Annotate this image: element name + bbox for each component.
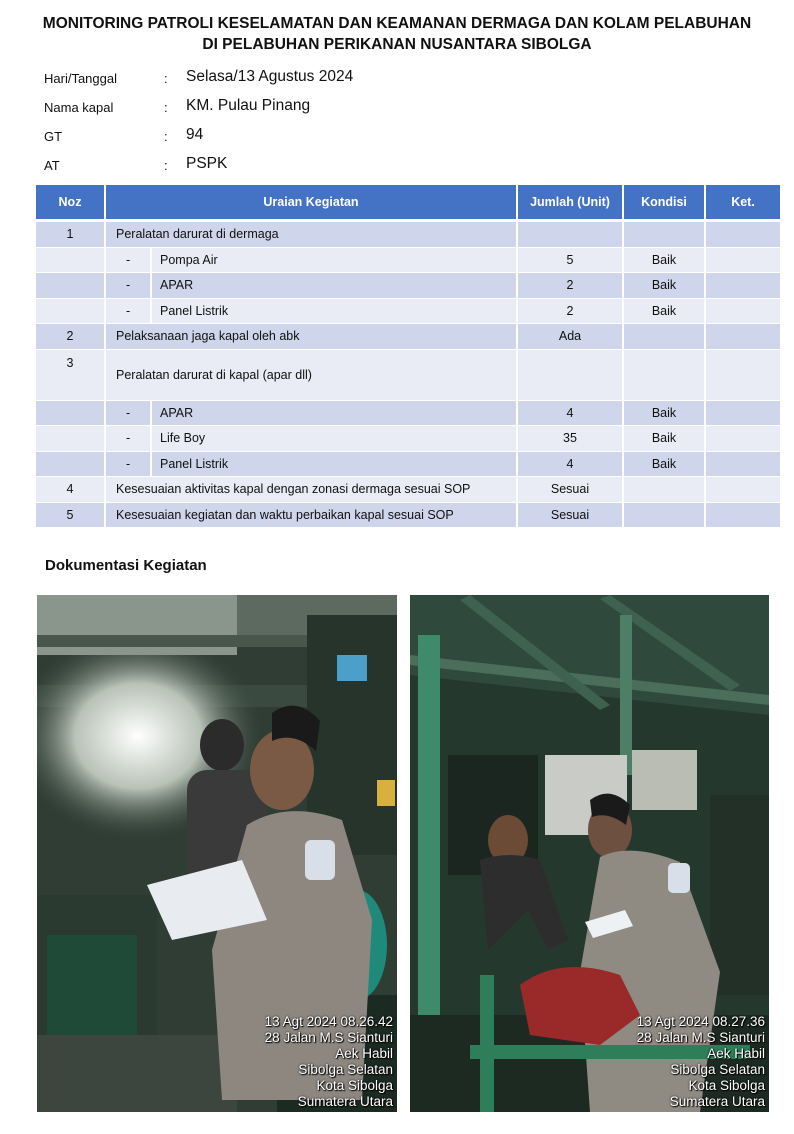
row-dash: - [126,278,131,292]
table-row [36,324,780,350]
stamp-line: Sumatera Utara [297,1094,393,1109]
row-item: Life Boy [150,426,205,451]
stamp-line: Sibolga Selatan [670,1062,765,1077]
documentation-photo-1 [37,595,397,1112]
row-subitem-cell [106,401,518,427]
title-line-2: DI PELABUHAN PERIKANAN NUSANTARA SIBOLGA [202,36,592,53]
table-row [36,401,780,427]
meta-row-at [44,153,444,182]
documentation-heading: Dokumentasi Kegiatan [45,557,207,574]
row-quantity: 4 [518,401,624,427]
table-row [36,477,780,503]
stamp-line: 13 Agt 2024 08.26.42 [264,1014,393,1029]
header-notes: Ket. [706,185,780,222]
row-dash: - [126,431,131,445]
row-condition [624,477,706,503]
stamp-line: 28 Jalan M.S Sianturi [264,1030,393,1045]
table-header-row [36,185,780,222]
meta-value: 94 [186,126,204,143]
row-quantity: 4 [518,452,624,478]
meta-value: PSPK [186,155,228,172]
table-row [36,503,780,529]
row-condition: Baik [624,248,706,274]
row-quantity: 2 [518,299,624,325]
row-no [36,248,106,274]
row-no: 5 [36,503,106,529]
stamp-line: Kota Sibolga [316,1078,393,1093]
row-no: 4 [36,477,106,503]
row-quantity: Ada [518,324,624,350]
row-subitem-cell [106,248,518,274]
row-notes [706,452,780,478]
row-notes [706,401,780,427]
row-condition [624,324,706,350]
row-dash: - [126,252,131,267]
meta-value: Selasa/13 Agustus 2024 [186,68,354,85]
row-subitem-cell [106,299,518,325]
row-subitem-cell [106,273,518,299]
row-condition [624,503,706,529]
row-item: Pelaksanaan jaga kapal oleh abk [106,324,518,350]
row-no [36,401,106,427]
row-no [36,426,106,452]
meta-colon: : [164,100,168,115]
row-condition [624,222,706,248]
row-item: Pompa Air [150,248,218,273]
row-quantity: 35 [518,426,624,452]
photo-2-stamp [637,1014,765,1110]
row-item: Kesesuaian aktivitas kapal dengan zonasi dermaga sesuai SOP [106,477,518,503]
row-quantity: 5 [518,248,624,274]
table-row [36,222,780,248]
header-description: Uraian Kegiatan [106,185,518,222]
row-quantity: 2 [518,273,624,299]
meta-row-gt [44,124,444,153]
row-notes [706,503,780,529]
row-item: APAR [150,273,193,298]
table-row [36,452,780,478]
row-condition: Baik [624,426,706,452]
row-notes [706,324,780,350]
row-dash: - [126,405,131,420]
table-row [36,426,780,452]
document-title [0,13,794,55]
stamp-line: 13 Agt 2024 08.27.36 [636,1014,765,1029]
row-dash: - [126,456,131,471]
row-quantity: Sesuai [518,503,624,529]
row-item: Kesesuaian kegiatan dan waktu perbaikan kapal sesuai SOP [106,503,518,529]
header-condition: Kondisi [624,185,706,222]
header-quantity: Jumlah (Unit) [518,185,624,222]
row-no [36,452,106,478]
table-row [36,273,780,299]
row-notes [706,299,780,325]
row-subitem-cell [106,426,518,452]
photo-1-stamp [265,1014,393,1110]
row-notes [706,273,780,299]
meta-label: GT [44,129,63,144]
meta-info [44,66,444,182]
documentation-photo-2 [410,595,769,1112]
row-condition: Baik [624,299,706,325]
stamp-line: Sibolga Selatan [298,1062,393,1077]
row-item: Peralatan darurat di dermaga [106,222,518,248]
row-item: Panel Listrik [150,299,228,324]
row-item: APAR [150,401,193,426]
row-dash: - [126,303,131,318]
meta-colon: : [164,71,168,86]
meta-colon: : [164,158,168,173]
row-condition: Baik [624,452,706,478]
table-row [36,350,780,401]
row-notes [706,426,780,452]
meta-label: Hari/Tanggal [44,71,117,86]
row-quantity [518,350,624,401]
row-condition: Baik [624,273,706,299]
row-quantity: Sesuai [518,477,624,503]
stamp-line: Sumatera Utara [669,1094,765,1109]
row-notes [706,248,780,274]
row-notes [706,350,780,401]
activity-table [36,185,780,528]
row-no [36,299,106,325]
meta-value: KM. Pulau Pinang [186,97,311,114]
header-no: Noz [36,185,106,222]
stamp-line: 28 Jalan M.S Sianturi [636,1030,765,1045]
row-quantity [518,222,624,248]
row-no: 1 [36,222,106,248]
meta-label: Nama kapal [44,100,114,115]
meta-row-ship-name [44,95,444,124]
meta-label: AT [44,158,60,173]
row-notes [706,222,780,248]
row-condition: Baik [624,401,706,427]
meta-colon: : [164,129,168,144]
title-line-1: MONITORING PATROLI KESELAMATAN DAN KEAMANAN DERMAGA DAN KOLAM PELABUHAN [42,15,752,32]
stamp-line: Aek Habil [335,1046,393,1061]
row-no: 2 [36,324,106,350]
table-row [36,248,780,274]
row-item: Panel Listrik [150,452,228,477]
row-notes [706,477,780,503]
row-no [36,273,106,299]
row-item: Peralatan darurat di kapal (apar dll) [106,350,518,401]
stamp-line: Aek Habil [707,1046,765,1061]
row-no: 3 [36,350,106,401]
stamp-line: Kota Sibolga [688,1078,765,1093]
meta-row-date [44,66,444,95]
row-condition [624,350,706,401]
table-row [36,299,780,325]
row-subitem-cell [106,452,518,478]
